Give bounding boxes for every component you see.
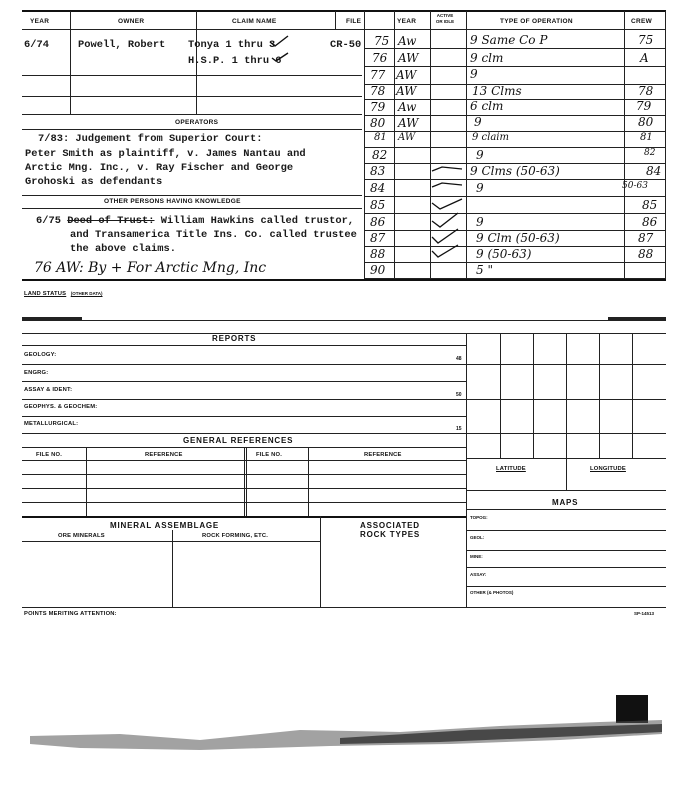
operators-line-3: Arctic Mng. Inc., v. Ray Fischer and George	[25, 162, 294, 174]
op-row-crew: 75	[638, 33, 654, 47]
op-row-year: 76	[372, 51, 388, 65]
other-persons-line-3: the above claims.	[70, 243, 177, 255]
op-row-crew: 79	[636, 99, 652, 113]
header-claim-name: CLAIM NAME	[232, 18, 277, 25]
map-topog: TOPOG:	[470, 515, 488, 520]
associated-rock-types-line-2: ROCK TYPES	[360, 530, 421, 539]
op-row-type: 9	[476, 148, 484, 162]
checkmark-icon	[268, 34, 290, 48]
ref-reference-header-2: REFERENCE	[364, 452, 402, 458]
op-row-crew: 88	[638, 247, 654, 261]
rock-forming-header: ROCK FORMING, ETC.	[202, 533, 269, 539]
other-persons-handwritten-note: 76 AW: By + For Arctic Mng, Inc	[34, 260, 267, 276]
other-persons-date: 6/75	[36, 215, 61, 227]
op-row-type: 6 clm	[470, 99, 504, 113]
report-metallurgical: METALLURGICAL:	[24, 421, 79, 427]
operators-line-2: Peter Smith as plaintiff, v. James Nantau and	[25, 148, 306, 160]
owner-entry-claim-line-1: Tonya 1 thru 3	[188, 39, 276, 51]
scan-artifact	[0, 700, 678, 760]
report-assay-num: 50	[456, 392, 462, 398]
op-row-type: 9 Same Co P	[470, 33, 548, 47]
op-row-type: 9	[474, 115, 482, 129]
header-type-of-operation: TYPE OF OPERATION	[500, 18, 573, 25]
other-persons-line-2: and Transamerica Title Ins. Co. called trustee	[70, 229, 357, 241]
op-row-year: 75	[374, 34, 390, 48]
mineral-assemblage-title: MINERAL ASSEMBLAGE	[110, 521, 220, 530]
op-row-type: 9 Clm (50-63)	[476, 231, 560, 245]
general-references-title: GENERAL REFERENCES	[183, 436, 294, 445]
other-persons-line-1	[36, 215, 354, 227]
report-metallurgical-num: 15	[456, 426, 462, 432]
op-row-year: 90	[370, 263, 386, 277]
op-row-type: 9 claim	[472, 132, 509, 143]
op-row-type: 5 "	[476, 263, 493, 277]
op-row-type: 9 clm	[470, 51, 504, 65]
operators-line-1: 7/83: Judgement from Superior Court:	[38, 133, 263, 145]
header-crew: CREW	[631, 18, 653, 25]
op-row-status: Aw	[398, 100, 417, 114]
op-row-year: 78	[370, 84, 386, 98]
report-geology: GEOLOGY:	[24, 352, 57, 358]
other-persons-title: OTHER PERSONS HAVING KNOWLEDGE	[104, 198, 241, 205]
operators-title: OPERATORS	[175, 119, 219, 126]
operators-line-4: Grohoski as defendants	[25, 176, 163, 188]
maps-title: MAPS	[552, 498, 579, 507]
op-row-crew: 78	[638, 84, 654, 98]
longitude-label: LONGITUDE	[590, 466, 626, 472]
reports-title: REPORTS	[212, 334, 257, 343]
op-row-year: 79	[370, 100, 386, 114]
op-row-year: 87	[370, 231, 386, 245]
report-engrg: ENGRG:	[24, 370, 49, 376]
points-meriting-attention: POINTS MERITING ATTENTION:	[24, 611, 117, 617]
map-geol: GEOL:	[470, 535, 485, 540]
op-row-crew: A	[640, 51, 649, 65]
op-row-status: AW	[396, 68, 417, 82]
op-row-crew: 85	[642, 198, 658, 212]
header-active-idle: ACTIVE OR IDLE	[435, 13, 455, 24]
op-row-type: 9 Clms (50-63)	[470, 164, 560, 178]
op-row-status: AW	[398, 51, 419, 65]
other-persons-rest: William Hawkins called trustor,	[160, 215, 355, 227]
owner-entry-year: 6/74	[24, 39, 49, 51]
form-number: SP-14513	[634, 611, 655, 616]
header-file: FILE	[346, 18, 362, 25]
op-row-year: 80	[370, 116, 386, 130]
op-row-year: 86	[370, 215, 386, 229]
op-row-type: 13 Clms	[472, 84, 522, 98]
owner-entry-claim-line-2: H.S.P. 1 thru 6	[188, 55, 282, 67]
op-row-type: 9	[470, 67, 478, 81]
land-status-label: LAND STATUS (OTHER DATA)	[24, 291, 103, 297]
op-row-crew: 80	[638, 115, 654, 129]
owner-entry-name: Powell, Robert	[78, 39, 166, 51]
op-row-type: 9 (50-63)	[476, 247, 532, 261]
op-row-status: Aw	[398, 34, 417, 48]
op-row-year: 88	[370, 247, 386, 261]
header-year-2: YEAR	[397, 18, 417, 25]
op-row-year: 84	[370, 181, 386, 195]
associated-rock-types-line-1: ASSOCIATED	[360, 521, 420, 530]
report-geophys-geochem: GEOPHYS. & GEOCHEM:	[24, 404, 98, 410]
op-row-crew: 87	[638, 231, 654, 245]
op-row-year: 85	[370, 198, 386, 212]
header-owner: OWNER	[118, 18, 145, 25]
latitude-label: LATITUDE	[496, 466, 526, 472]
op-row-status: AW	[398, 132, 416, 143]
op-row-crew: 81	[640, 132, 653, 143]
op-row-year: 82	[372, 148, 388, 162]
map-mine: MINE:	[470, 554, 483, 559]
ref-file-no-header-2: FILE NO.	[256, 452, 283, 458]
ref-file-no-header: FILE NO.	[36, 452, 63, 458]
checkmark-icon	[270, 51, 290, 63]
map-other-photos: OTHER (& PHOTOS)	[470, 590, 514, 595]
op-row-year: 81	[374, 132, 387, 143]
report-geology-num: 48	[456, 356, 462, 362]
map-assay: ASSAY:	[470, 572, 487, 577]
ref-reference-header: REFERENCE	[145, 452, 183, 458]
op-row-crew: 84	[646, 164, 662, 178]
ore-minerals-header: ORE MINERALS	[58, 533, 105, 539]
checkmark-icon	[428, 165, 468, 275]
other-persons-struck: Deed of Trust:	[67, 215, 155, 227]
op-row-status: AW	[396, 84, 417, 98]
op-row-status: AW	[398, 116, 419, 130]
op-row-year: 77	[370, 68, 386, 82]
op-row-year: 83	[370, 164, 386, 178]
owner-entry-file: CR-50	[330, 39, 362, 51]
header-year: YEAR	[30, 18, 50, 25]
op-row-crew: 82	[644, 148, 656, 158]
op-row-crew: 86	[642, 215, 658, 229]
op-row-type: 9	[476, 181, 484, 195]
op-row-crew: 50-63	[622, 181, 648, 191]
op-row-type: 9	[476, 215, 484, 229]
report-assay-ident: ASSAY & IDENT:	[24, 387, 73, 393]
